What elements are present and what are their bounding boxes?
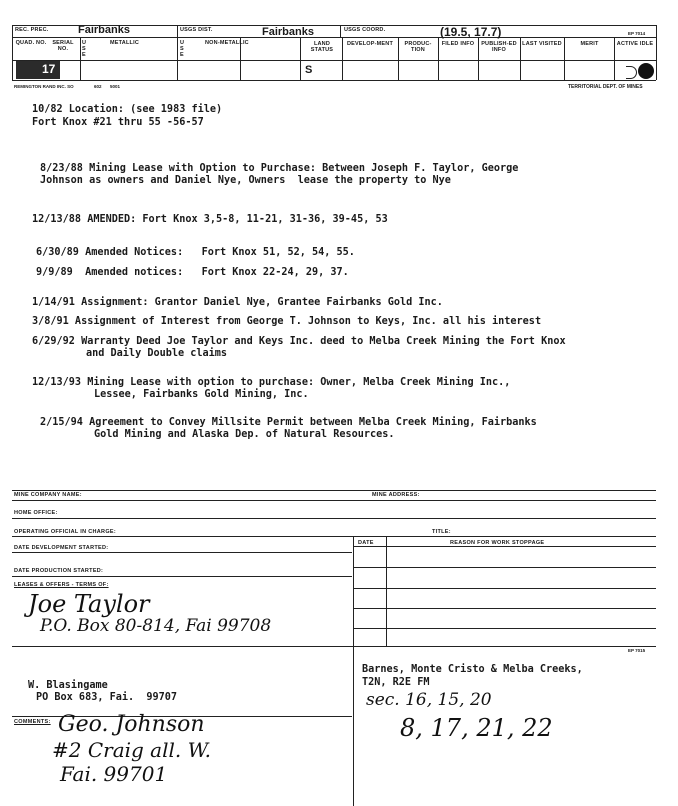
form-code-a: 602 xyxy=(94,84,102,89)
entry-1-line2: Fort Knox #21 thru 55 -56-57 xyxy=(32,117,204,128)
last-visited-label: LAST VISITED xyxy=(522,41,562,47)
prod-started-label: DATE PRODUCTION STARTED: xyxy=(14,568,104,574)
merit-label: MERIT xyxy=(580,41,599,47)
land-status-value: S xyxy=(305,64,313,76)
development-label: DEVELOP-MENT xyxy=(346,41,394,47)
entry-2-line1: 8/23/88 Mining Lease with Option to Purchase: Between Joseph F. Taylor, George xyxy=(40,163,519,174)
form-code-bottom: EP 7015 xyxy=(628,648,646,653)
metallic-label: METALLIC xyxy=(110,40,139,46)
operating-official-label: OPERATING OFFICIAL IN CHARGE: xyxy=(14,529,116,535)
active-dot xyxy=(638,63,654,79)
entry-4: 6/30/89 Amended Notices: Fort Knox 51, 52, 54, 55. xyxy=(36,247,355,258)
owner-name: W. Blasingame xyxy=(28,680,108,691)
use-label-2: U S E xyxy=(180,40,185,58)
date-col-label: DATE xyxy=(358,540,374,546)
entry-9-line1: 12/13/93 Mining Lease with option to purchase: Owner, Melba Creek Mining Inc., xyxy=(32,377,511,388)
title-label: TITLE: xyxy=(432,529,451,535)
idle-mark xyxy=(626,66,637,79)
mine-address-label: MINE ADDRESS: xyxy=(372,492,420,498)
usgs-coord-label: USGS COORD. xyxy=(344,27,386,33)
home-office-label: HOME OFFICE: xyxy=(14,510,58,516)
nonmetallic-label: NON-METALLIC xyxy=(205,40,249,46)
entry-10-line2: Gold Mining and Alaska Dep. of Natural Resources. xyxy=(94,429,395,440)
entry-3: 12/13/88 AMENDED: Fort Knox 3,5-8, 11-21, 31-36, 39-45, 53 xyxy=(32,214,388,225)
comments-hand-2: #2 Craig all. W. xyxy=(52,738,212,762)
comments-hand-1: Geo. Johnson xyxy=(58,712,205,737)
usgs-dist-value: Fairbanks xyxy=(262,26,314,38)
location-line-2: T2N, R2E FM xyxy=(362,677,430,688)
entry-6: 1/14/91 Assignment: Grantor Daniel Nye, Grantee Fairbanks Gold Inc. xyxy=(32,297,443,308)
form-code-b: 5001 xyxy=(110,84,121,89)
filed-info-label: FILED INFO xyxy=(441,41,475,47)
quad-label: QUAD. NO. xyxy=(15,40,47,46)
header-form-code: EP 7014 xyxy=(628,31,646,36)
rec-prec-value: Fairbanks xyxy=(78,24,130,36)
quad-value: 17 xyxy=(42,62,56,76)
territorial-label: TERRITORIAL DEPT. OF MINES xyxy=(568,84,643,90)
use-label-1: U S E xyxy=(82,40,87,58)
reason-col-label: REASON FOR WORK STOPPAGE xyxy=(450,540,545,546)
comments-label: COMMENTS: xyxy=(14,719,51,725)
lease-hand-name: Joe Taylor xyxy=(28,590,150,618)
usgs-coord-value: (19.5, 17.7) xyxy=(440,25,502,39)
section-hand-1: sec. 16, 15, 20 xyxy=(366,690,492,710)
entry-7: 3/8/91 Assignment of Interest from George T. Johnson to Keys, Inc. all his interest xyxy=(32,316,542,327)
leases-label: LEASES & OFFERS - TERMS OF: xyxy=(14,582,109,588)
active-idle-label: ACTIVE IDLE xyxy=(616,41,654,47)
entry-1-line1: 10/82 Location: (see 1983 file) xyxy=(32,104,223,115)
lease-hand-address: P.O. Box 80-814, Fai 99708 xyxy=(40,616,272,636)
printer-label: REMINGTON RAND INC. SO xyxy=(14,84,74,89)
entry-8-line2: and Daily Double claims xyxy=(86,348,228,359)
entry-5: 9/9/89 Amended notices: Fort Knox 22-24, 29, 37. xyxy=(36,267,349,278)
entry-8-line1: 6/29/92 Warranty Deed Joe Taylor and Keys Inc. deed to Melba Creek Mining the Fort Knox xyxy=(32,336,566,347)
production-label: PRODUC-TION xyxy=(404,41,432,53)
mine-company-label: MINE COMPANY NAME: xyxy=(14,492,82,498)
rec-prec-label: REC. PREC. xyxy=(15,27,49,33)
published-info-label: PUBLISH-ED INFO xyxy=(481,41,517,53)
comments-hand-3: Fai. 99701 xyxy=(60,762,168,786)
entry-9-line2: Lessee, Fairbanks Gold Mining, Inc. xyxy=(94,389,309,400)
entry-10-line1: 2/15/94 Agreement to Convey Millsite Permit between Melba Creek Mining, Fairbanks xyxy=(40,417,537,428)
serial-label: SERIAL NO. xyxy=(52,40,74,52)
dev-started-label: DATE DEVELOPMENT STARTED: xyxy=(14,545,109,551)
location-line-1: Barnes, Monte Cristo & Melba Creeks, xyxy=(362,664,583,675)
owner-address: PO Box 683, Fai. 99707 xyxy=(36,692,178,703)
usgs-dist-label: USGS DIST. xyxy=(180,27,213,33)
entry-2-line2: Johnson as owners and Daniel Nye, Owners lease the property to Nye xyxy=(40,175,451,186)
land-status-label: LAND STATUS xyxy=(310,41,334,53)
section-hand-2: 8, 17, 21, 22 xyxy=(400,714,553,742)
